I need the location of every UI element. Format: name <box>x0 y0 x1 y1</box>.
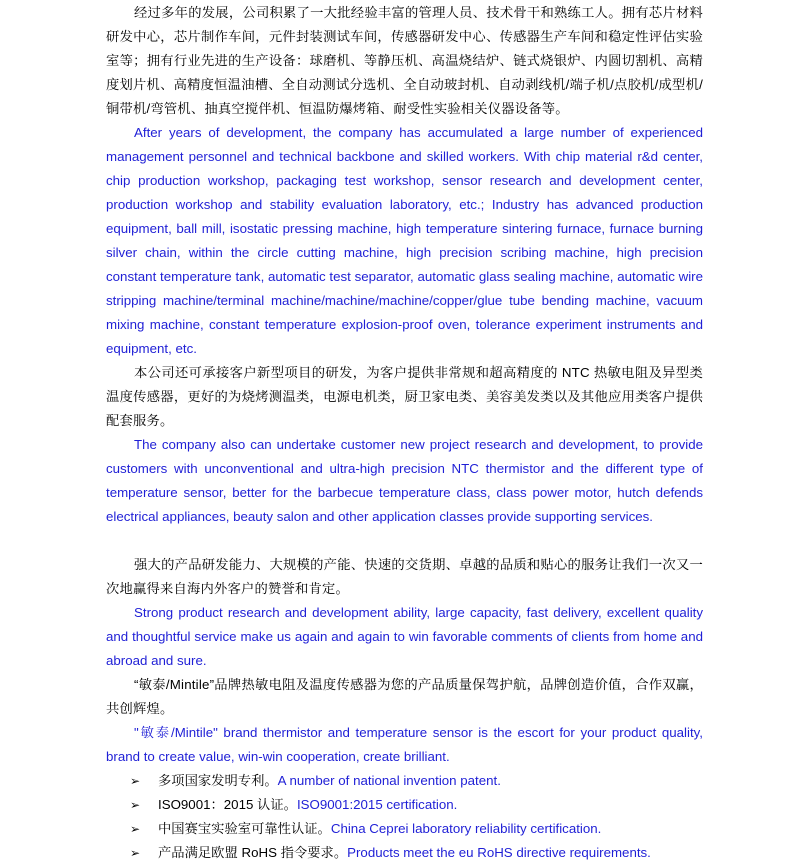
list-item <box>106 769 726 793</box>
paragraph-custom-projects-en: The company also can undertake customer new project research and development, to provide customers with unconventional and ultra-high precision NTC thermistor and the different type of temperature sensor, better for the barbecue temperature class, class power motor, hutch defends electrical appliances, beauty salon and other application classes provide supporting services. <box>106 437 703 524</box>
list-item-zh: 中国赛宝实验室可靠性认证。 <box>158 821 331 836</box>
paragraph-brand-en <box>106 721 703 769</box>
list-item-en: A number of national invention patent. <box>277 773 501 788</box>
list-item-en: Products meet the eu RoHS directive requirements. <box>347 845 651 860</box>
list-item-en: China Ceprei laboratory reliability certification. <box>330 821 602 836</box>
paragraph-facilities-en: After years of development, the company has accumulated a large number of experienced management personnel and technical backbone and skilled workers. With chip material r&d center, chip production workshop, packaging test workshop, sensor research and development center, production workshop and stability evaluation laboratory, etc.; Industry has advanced production equipment, ball mill, isostatic pressing machine, high temperature sintering furnace, furnace burning silver chain, within the circle cutting machine, high precision scribing machine, high precision constant temperature tank, automatic test separator, automatic glass sealing machine, automatic wire stripping machine/terminal machine/machine/machine/copper/glue tube bending machine, vacuum mixing machine, constant temperature explosion-proof oven, tolerance experiment instruments and equipment, etc. <box>106 125 703 356</box>
paragraph-capabilities-en: Strong product research and development ability, large capacity, fast delivery, excellent quality and thoughtful service make us again and again to win favorable comments of clients from home and abroad and sure. <box>106 605 703 668</box>
arrow-bullet-icon: ➢ <box>130 798 141 812</box>
list-item-zh: ISO9001：2015 认证。 <box>158 797 297 812</box>
paragraph-capabilities-zh: 强大的产品研发能力、大规模的产能、快速的交货期、卓越的品质和贴心的服务让我们一次又一次地赢得来自海内外客户的赞誉和肯定。 <box>106 557 703 596</box>
arrow-bullet-icon: ➢ <box>130 846 141 860</box>
paragraph-custom-projects-zh: 本公司还可承接客户新型项目的研发，为客户提供非常规和超高精度的 NTC 热敏电阻及异型类温度传感器，更好的为烧烤测温类，电源电机类，厨卫家电类、美容美发类以及其他应用类客户提供配套服务。 <box>106 365 703 428</box>
paragraph-brand-en-text: brand thermistor and temperature sensor is the escort for your product quality, brand to create value, win-win cooperation, create brilliant. <box>106 725 703 764</box>
paragraph-facilities-zh: 经过多年的发展，公司积累了一大批经验丰富的管理人员、技术骨干和熟练工人。拥有芯片材料研发中心，芯片制作车间，元件封装测试车间，传感器研发中心、传感器生产车间和稳定性评估实验室等；拥有行业先进的生产设备：球磨机、等静压机、高温烧结炉、链式烧银炉、内圆切割机、高精度划片机、高精度恒温油槽、全自动测试分选机、全自动玻封机、自动剥线机/端子机/点胶机/成型机/铜带机/弯管机、抽真空搅伴机、恒温防爆烤箱、耐受性实验相关仪器设备等。 <box>106 5 703 116</box>
list-item-zh: 多项国家发明专利。 <box>158 773 278 788</box>
list-item-en: ISO9001:2015 certification. <box>296 797 458 812</box>
list-item <box>106 841 726 865</box>
arrow-bullet-icon: ➢ <box>130 822 141 836</box>
list-item <box>106 817 726 841</box>
brand-name: "敏泰/Mintile" <box>134 725 218 740</box>
certification-list <box>106 769 726 865</box>
paragraph-brand-zh: “敏泰/Mintile”品牌热敏电阻及温度传感器为您的产品质量保驾护航，品牌创造价值，合作双赢，共创辉煌。 <box>106 677 703 716</box>
list-item <box>106 793 726 817</box>
arrow-bullet-icon: ➢ <box>130 774 141 788</box>
list-item-zh: 产品满足欧盟 RoHS 指令要求。 <box>158 845 348 860</box>
